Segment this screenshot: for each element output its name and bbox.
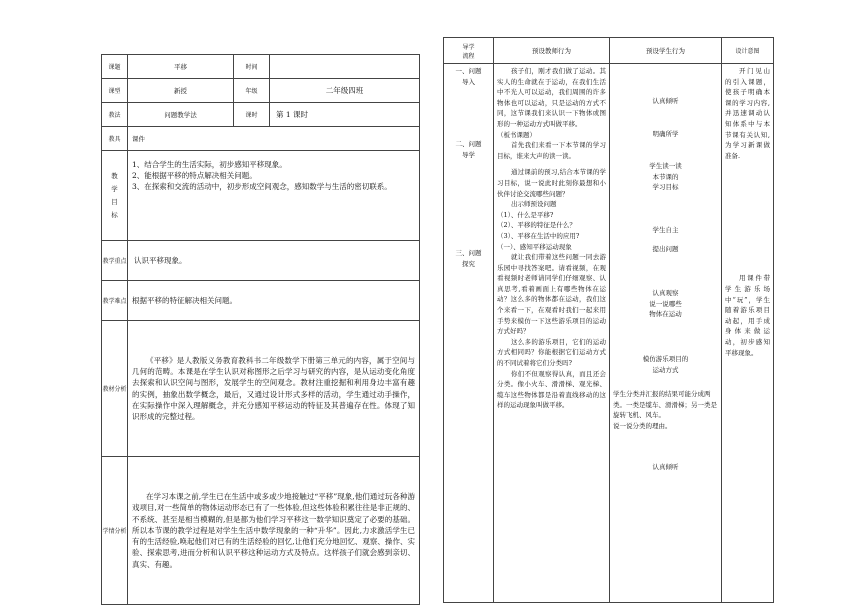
intent-2: 用课件带学生游乐场中“玩”，学生随着游乐项目动起，用手成身体来做运动，初步感知平移现象。 [725, 274, 770, 357]
student-text: 在学习本课之前,学生已在生活中或多或少地接触过“平移”现象,他们通过玩各种游戏项目,对一些简单的物体运动形态已有了一些体验,但这些体验积累往往是非正规的、不系统、甚至是相当模糊的,但是都为他们学习平移这一数学知识奠定了必要的基础。所以本节课的教学过程是对学生生活中数学现象的一种“升华”。因此,力求激活学生已有的生活经验,唤起他们对已有的生活经验的回忆,让他们充分地回忆、观察、操作、实验、探索思考,进而分析和认识平移这种运动方式及特点。这样孩子们就会感到亲切、真实、有趣。 [128, 457, 420, 605]
teacher-step-7: 你们不但观察得认真，而且还会分类。像小火车、滑滑梯、观光梯、缆车这些物体都是沿着直线移动的这样的运动现象叫做平移。 [497, 369, 606, 410]
lesson-info-table [101, 54, 420, 605]
teacher-actions [494, 64, 610, 603]
teacher-step-3: 通过课前的预习,结合本节课的学习目标，说一说此时此刻你最想和小伙伴讨论交流哪些问题？ [497, 168, 606, 198]
difficulty-label: 教学难点 [102, 281, 128, 321]
method-label: 教法 [102, 103, 128, 127]
student-step-2: 明确所学 [652, 129, 679, 138]
type-label: 课型 [102, 79, 128, 103]
stage-2-line-1: 二、问题 [455, 140, 482, 149]
intent-header: 设计意图 [722, 38, 774, 64]
student-step-8: 学生分类并汇报的结果可能分成两类。一类是缆车、滑滑梯；另一类是旋转飞机、风车。 [613, 390, 717, 420]
material-label: 教材分析 [102, 321, 128, 457]
teacher-step-5-title: （一）、感知平移运动现象 [497, 242, 572, 251]
student-step-7-line-1: 模仿游乐项目的 [642, 354, 689, 363]
goals-cell [128, 151, 420, 241]
student-step-3 [613, 161, 718, 193]
type-value: 新授 [128, 79, 234, 103]
stage-2 [447, 139, 490, 160]
flow-header [444, 38, 494, 64]
student-step-6-line-3: 物体在运动 [649, 310, 682, 319]
topic-label: 课题 [102, 55, 128, 79]
design-intent [722, 64, 774, 603]
stage-1-line-1: 一、问题 [455, 67, 482, 75]
teaching-flow-table [443, 37, 774, 603]
student-actions [610, 64, 722, 603]
stage-2-line-2: 导学 [462, 150, 475, 159]
tools-value: 课件 [128, 127, 420, 151]
stage-3-line-1: 三、问题 [455, 249, 482, 258]
teacher-step-1: 孩子们，刚才我们做了运动。其实人的生命就在于运动，在我们生活中不光人可以运动，我们周围的许多物体也可以运动，只是运动的方式不同，这节课我们来认识一下物体或图形的一种运动方式叫做平移。 [497, 67, 606, 128]
student-step-9: 认真倾听 [652, 462, 679, 471]
goal-item: 3、在探索和交流的活动中，初步形成空间观念，感知数学与生活的密切联系。 [132, 182, 392, 192]
grade-value: 二年级四班 [270, 79, 420, 103]
tools-label: 教具 [102, 127, 128, 151]
material-text: 《平移》是人教版义务教育教科书二年级数学下册第三单元的内容，属于空间与几何的范畴。本课是在学生认识对称图形之后学习与研究的内容，是从运动变化角度去探索和认识空间与图形，发展学生的空间观念。教材注重挖掘和利用身边丰富有趣的实例，抽象出数学概念，最后，又通过设计形式多样的活动，学生通过动手操作，在实际操作中深入理解概念，并充分感知平移运动的特征及其普遍存在性。体现了知识形成的完整过程。 [128, 321, 420, 457]
flow-header-1: 导学 [462, 43, 475, 51]
teacher-step-2: 首先我们来看一下本节课的学习目标，谁来大声的读一读。 [497, 141, 606, 160]
teacher-step-5: 就让我们带着这些问题一同去游乐园中寻找答案吧。请看视频，在观看视频时老师请同学们仔细观察、认真思考,看着画面上有哪些物体在运动？这么多的物体都在运动，我们这个来看一下，在观看时我们一起来用手势来模仿一下这些游乐项目的运动方式好吗？ [497, 253, 606, 336]
student-step-6-line-2: 说一说哪些 [649, 299, 682, 308]
teacher-step-4-title: 出示师预设问题 [511, 200, 557, 209]
time-label: 时间 [234, 55, 270, 79]
intent-1: 开门见山的引入课题，使孩子明确本课的学习内容,并迅速调动认知体系中与本节课有关认知,为学习新课做准备. [725, 67, 770, 160]
goal-item: 1、结合学生的生活实际，初步感知平移现象。 [132, 160, 287, 169]
flow-stages [444, 64, 494, 603]
student-step-3-line-3: 学习目标 [652, 183, 679, 192]
stage-3 [447, 248, 490, 269]
student-step-6 [613, 288, 718, 320]
student-step-5: 提出问题 [652, 244, 679, 253]
grade-label: 年级 [234, 79, 270, 103]
goal-item: 2、能根据平移的特点解决相关问题。 [132, 171, 257, 181]
flow-header-2: 流程 [462, 52, 475, 60]
teacher-step-6: 这么多的游乐项目，它们的运动方式相同吗？你能根据它们运动方式的不同试着将它们分类吗? [497, 337, 606, 368]
difficulty-value: 根据平移的特征解决相关问题。 [128, 281, 420, 321]
teacher-step-1-note: （板书课题） [497, 130, 536, 139]
student-step-3-line-1: 学生读一读 [649, 162, 682, 171]
student-step-8-reason: 说一说分类的理由。 [613, 421, 672, 430]
period-value: 第 1 课时 [270, 103, 420, 127]
teacher-question-2: （2）、平移的特征是什么？ [497, 221, 576, 230]
method-value: 问题教学法 [128, 103, 234, 127]
period-label: 课时 [234, 103, 270, 127]
goals-label [102, 151, 128, 241]
student-step-7-line-2: 运动方式 [652, 365, 679, 374]
time-value [270, 55, 420, 79]
student-step-1: 认真倾听 [652, 97, 679, 105]
key-value: 认识平移现象。 [128, 241, 420, 281]
key-label-text: 教学重点 [102, 258, 127, 265]
topic-value: 平移 [128, 55, 234, 79]
stage-1-line-2: 导入 [462, 77, 475, 86]
student-label: 学情分析 [102, 457, 128, 605]
key-label [102, 241, 128, 281]
stage-3-line-2: 探究 [462, 259, 475, 268]
goals-label-text: 教学目标 [111, 171, 118, 219]
student-step-4: 学生自主 [652, 225, 679, 234]
teacher-header: 预设教师行为 [494, 38, 610, 64]
student-step-6-line-1: 认真观察 [652, 289, 679, 298]
teacher-question-1: （1）、什么是平移? [497, 210, 554, 219]
student-header: 预设学生行为 [610, 38, 722, 64]
student-step-3-line-2: 本节课的 [652, 172, 679, 181]
student-step-7 [613, 354, 718, 375]
teacher-question-3: （3）、平移在生活中的应用? [497, 231, 580, 240]
stage-1 [447, 66, 490, 87]
